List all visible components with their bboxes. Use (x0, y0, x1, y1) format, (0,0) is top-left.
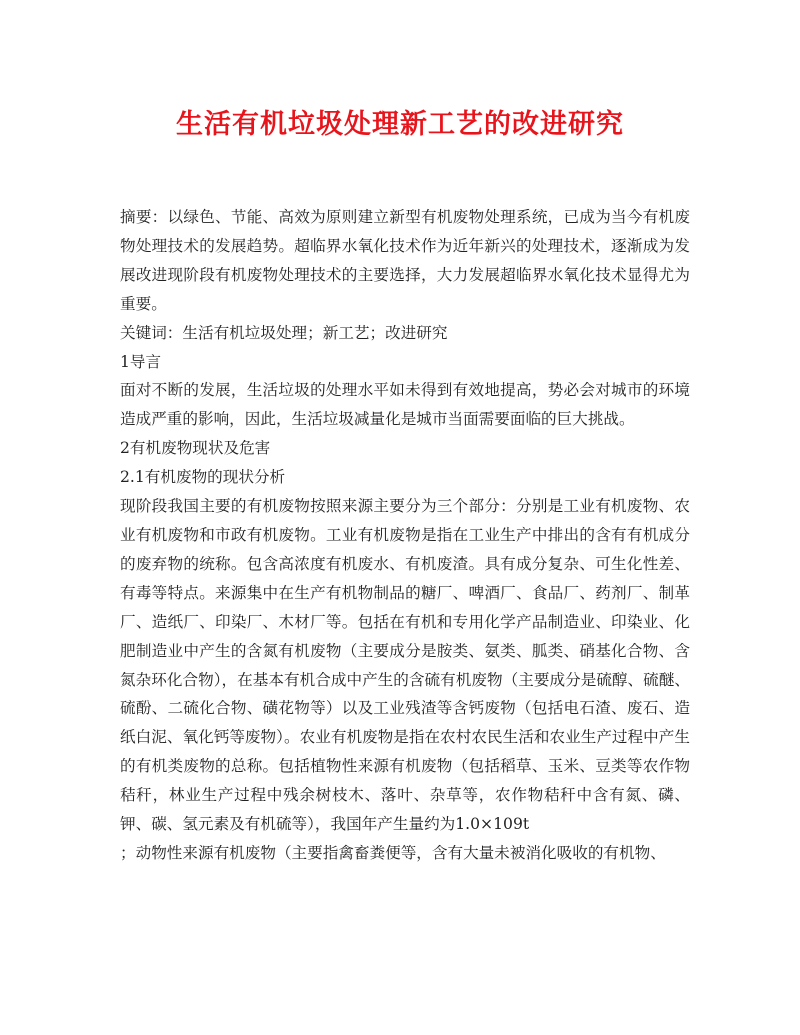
document-title: 生活有机垃圾处理新工艺的改进研究 (176, 109, 624, 140)
subsection-heading: 2.1有机废物的现状分析 (120, 468, 286, 487)
body-paragraph: ；动物性来源有机废物（主要指禽畜粪便等，含有大量未被消化吸收的有机物、 (120, 843, 666, 862)
section-heading: 1导言 (120, 352, 162, 371)
body-paragraph: 现阶段我国主要的有机废物按照来源主要分为三个部分：分别是工业有机废物、农业有机废物和市政有机废物。工业有机废物是指在工业生产中排出的含有有机成分的废弃物的统称。包含高浓度有机废水、有机废渣。具有成分复杂、可生化性差、有毒等特点。来源集中在生产有机物制品的糖厂、啤酒厂、食品厂、药剂厂、制革厂、造纸厂、印染厂、木材厂等。包括在有机和专用化学产品制造业、印染业、化肥制造业中产生的含氮有机废物（主要成分是胺类、氨类、胍类、硝基化合物、含氮杂环化合物），在基本有机合成中产生的含硫有机废物（主要成分是硫醇、硫醚、硫酚、二硫化合物、磺花物等）以及工业残渣等含钙废物（包括电石渣、废石、造纸白泥、氧化钙等废物）。农业有机废物是指在农村农民生活和农业生产过程中产生的有机类废物的总称。包括植物性来源有机废物（包括稻草、玉米、豆类等农作物秸秆，林业生产过程中残余树枝木、落叶、杂草等，农作物秸秆中含有氮、磷、钾、碳、氢元素及有机硫等），我国年产生量约为1.0×109t (120, 497, 690, 834)
section-heading: 2有机废物现状及危害 (120, 439, 271, 458)
document-body (120, 203, 690, 868)
keywords-line: 关键词：生活有机垃圾处理；新工艺；改进研究 (120, 323, 448, 342)
body-paragraph: 面对不断的发展，生活垃圾的处理水平如未得到有效地提高，势必会对城市的环境造成严重的影响，因此，生活垃圾减量化是城市当面需要面临的巨大挑战。 (120, 381, 690, 429)
abstract-paragraph: 摘要：以绿色、节能、高效为原则建立新型有机废物处理系统，已成为当今有机废物处理技术的发展趋势。超临界水氧化技术作为近年新兴的处理技术，逐渐成为发展改进现阶段有机废物处理技术的主要选择，大力发展超临界水氧化技术显得尤为重要。 (120, 208, 690, 313)
